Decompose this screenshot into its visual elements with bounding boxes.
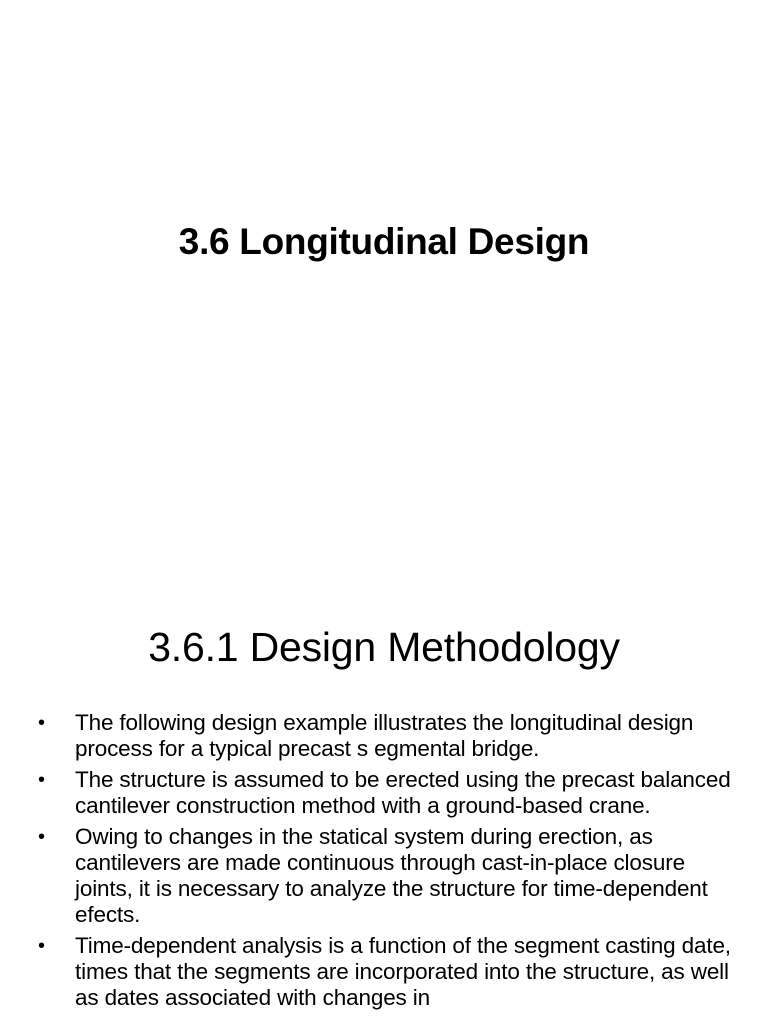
slide-title: 3.6 Longitudinal Design	[178, 221, 590, 262]
bullet-dot-icon: •	[38, 769, 45, 791]
bullet-text: Time-dependent analysis is a function of the segment casting date, times that the segments are incorporated into the structure, as well as dates associated with changes in	[75, 933, 731, 1010]
bullet-text: Owing to changes in the statical system during erection, as cantilevers are made continuous through cast-in-place closure joints, it is necessary to analyze the structure for time-dependent efects.	[75, 824, 708, 927]
bullet-dot-icon: •	[38, 712, 45, 734]
bullet-dot-icon: •	[38, 935, 45, 957]
section-heading: 3.6.1 Design Methodology	[148, 624, 620, 670]
bullet-text: The structure is assumed to be erected using the precast balanced cantilever construction method with a ground-based crane.	[75, 767, 731, 818]
bullet-list	[38, 710, 738, 1016]
bullet-item	[38, 824, 738, 928]
bullet-item	[38, 767, 738, 819]
bullet-text: The following design example illustrates the longitudinal design process for a typical precast s egmental bridge.	[75, 710, 694, 761]
bullet-item	[38, 933, 738, 1011]
bullet-item	[38, 710, 738, 762]
bullet-dot-icon: •	[38, 826, 45, 848]
